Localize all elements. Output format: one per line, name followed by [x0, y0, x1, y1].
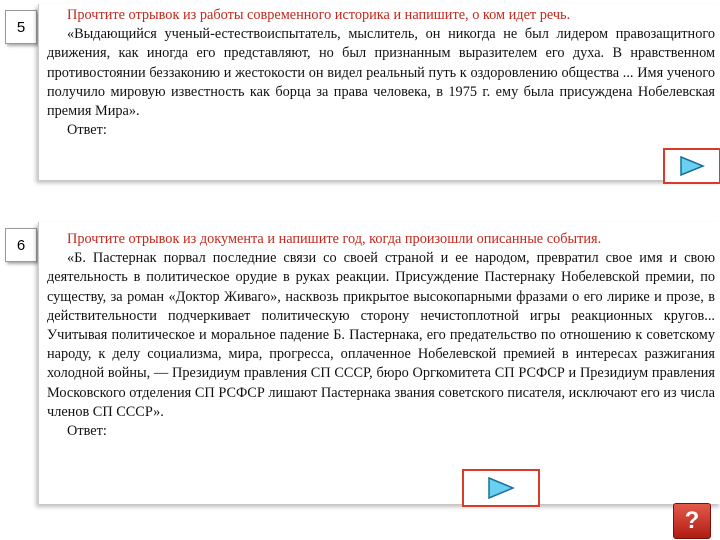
play-triangle-icon — [678, 155, 706, 177]
task-6-text — [47, 230, 715, 441]
task-5-answer-label: Ответ: — [67, 122, 107, 139]
task-5-number-box — [5, 10, 37, 44]
task-6-number: 6 — [16, 236, 26, 254]
task-5-number: 5 — [16, 18, 26, 36]
task-5-question: Прочтите отрывок из работы современного историка и напишите, о ком идет речь. — [67, 7, 571, 23]
task-6-number-box — [5, 228, 37, 262]
task-5-passage: «Выдающийся ученый-естествоиспытатель, мыслитель, он никогда не был лидером правозащитного движения, как иногда его представляют, но был признанным выразителем его духа. В нравственном противостоянии беззаконию и жестокости он видел реальный путь к оздоровлению общества ... Имя ученого получило мировую известность как борца за права человека, в 1975 г. ему была присуждена Нобелевская премия Мира». — [47, 26, 715, 120]
task-6-question: Прочтите отрывок из документа и напишите год, когда произошли описанные события. — [67, 231, 602, 247]
task-6-passage: «Б. Пастернак порвал последние связи со своей страной и ее народом, превратил свое имя и свою деятельность в политическое орудие в руках реакции. Присуждение Пастернаку Нобелевской премии, по существу, за роман «Доктор Живаго», насквозь прикрытое высокопарными фразами о его лирике и прозе, в действительности подчеркивает политическую сторону нечистоплотной игры реакционных кругов... Учитывая политическое и моральное падение Б. Пастернака, его предательство по отношению к советскому народу, к делу социализма, мира, прогресса, оплаченное Нобелевской премией в интересах разжигания холодной войны, — Президиум правления СП СССР, бюро Оргкомитета СП РСФСР и Президиум правления Московского отделения СП РСФСР лишают Пастернака звания советского писателя, исключают его из числа членов СП СССР». — [47, 250, 715, 420]
task-6-answer-label: Ответ: — [67, 423, 107, 440]
task-6-play-button[interactable] — [462, 469, 540, 507]
play-triangle-icon — [486, 476, 516, 500]
question-mark-icon: ? — [684, 507, 700, 534]
help-button[interactable] — [673, 503, 711, 539]
task-5-text — [47, 6, 715, 140]
task-5-play-button[interactable] — [663, 148, 720, 184]
